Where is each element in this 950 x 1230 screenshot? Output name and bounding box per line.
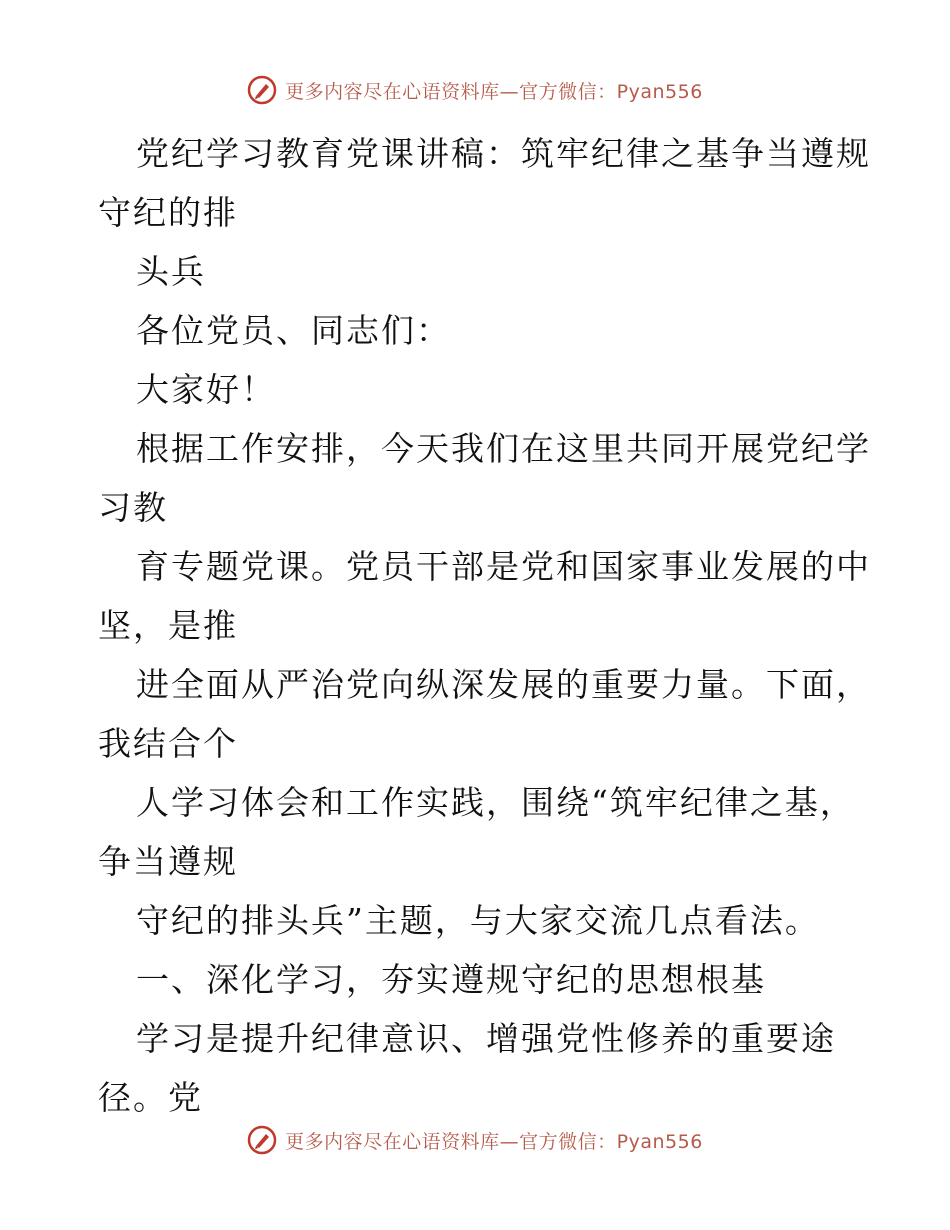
text-line: 党纪学习教育党课讲稿：筑牢纪律之基争当遵规	[136, 134, 871, 173]
text-line: 习教	[98, 488, 168, 527]
pen-logo-icon	[247, 75, 277, 105]
text-line: 守纪的排	[98, 193, 238, 232]
text-line: 大家好！	[136, 370, 276, 409]
text-line: 育专题党课。党员干部是党和国家事业发展的中	[136, 547, 871, 586]
text-line: 争当遵规	[98, 842, 238, 881]
text-line: 守纪的排头兵”主题，与大家交流几点看法。	[136, 901, 820, 940]
text-line: 人学习体会和工作实践，围绕“筑牢纪律之基，	[136, 783, 855, 822]
pen-logo-icon	[247, 1125, 277, 1155]
text-line: 各位党员、同志们：	[136, 311, 451, 350]
header-banner	[0, 70, 950, 110]
document-body	[98, 124, 871, 1127]
text-line: 径。党	[98, 1078, 203, 1117]
text-line: 进全面从严治党向纵深发展的重要力量。下面，	[136, 665, 871, 704]
text-line: 我结合个	[98, 724, 238, 763]
text-line: 一、深化学习，夯实遵规守纪的思想根基	[136, 960, 766, 999]
text-line: 根据工作安排，今天我们在这里共同开展党纪学	[136, 429, 871, 468]
footer-banner-text: 更多内容尽在心语资料库—官方微信：Pyan556	[285, 1130, 703, 1153]
footer-banner	[0, 1120, 950, 1160]
text-line: 坚，是推	[98, 606, 238, 645]
header-banner-text: 更多内容尽在心语资料库—官方微信：Pyan556	[285, 80, 703, 103]
text-line: 学习是提升纪律意识、增强党性修养的重要途	[136, 1019, 836, 1058]
text-line: 头兵	[136, 252, 206, 291]
